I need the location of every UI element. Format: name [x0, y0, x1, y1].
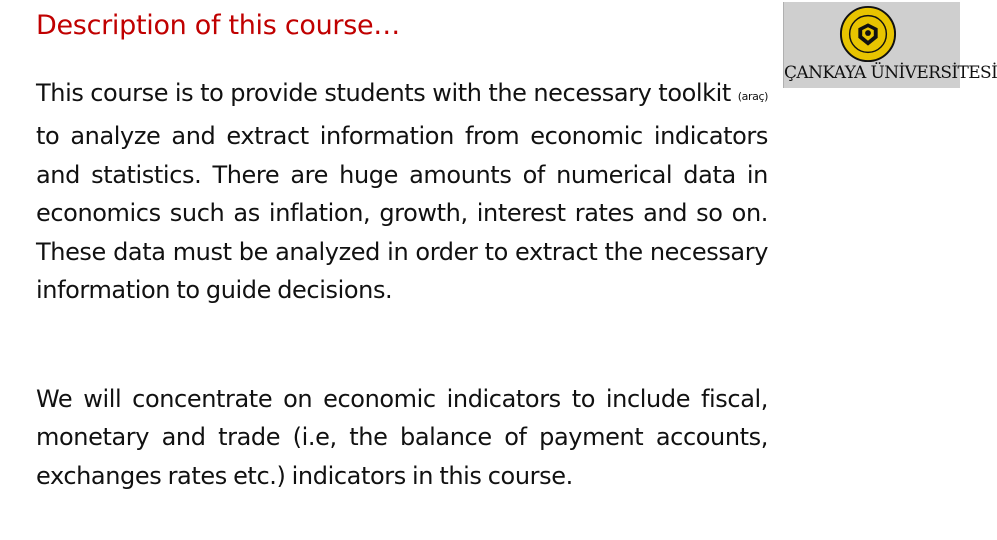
slide-title: Description of this course…	[36, 10, 400, 41]
paragraph-text-start: This course is to provide students with the necessary toolkit	[36, 79, 738, 107]
course-focus-paragraph: We will concentrate on economic indicators to include fiscal, monetary and trade (i.e, the balance of payment accounts, exchanges rates etc.) indicators in this course.	[36, 385, 768, 490]
course-description-paragraph	[36, 74, 768, 309]
translation-note: (araç)	[737, 90, 768, 103]
paragraph-text-end: to analyze and extract information from economic indicators and statistics. There are huge amounts of numerical data in economics such as inflation, growth, interest rates and so on. These data must be analyzed in order to extract the necessary information to guide decisions.	[36, 122, 768, 305]
university-name: ÇANKAYA ÜNİVERSİTESİ	[784, 63, 997, 83]
university-seal-icon	[839, 5, 897, 63]
university-logo	[783, 2, 997, 88]
